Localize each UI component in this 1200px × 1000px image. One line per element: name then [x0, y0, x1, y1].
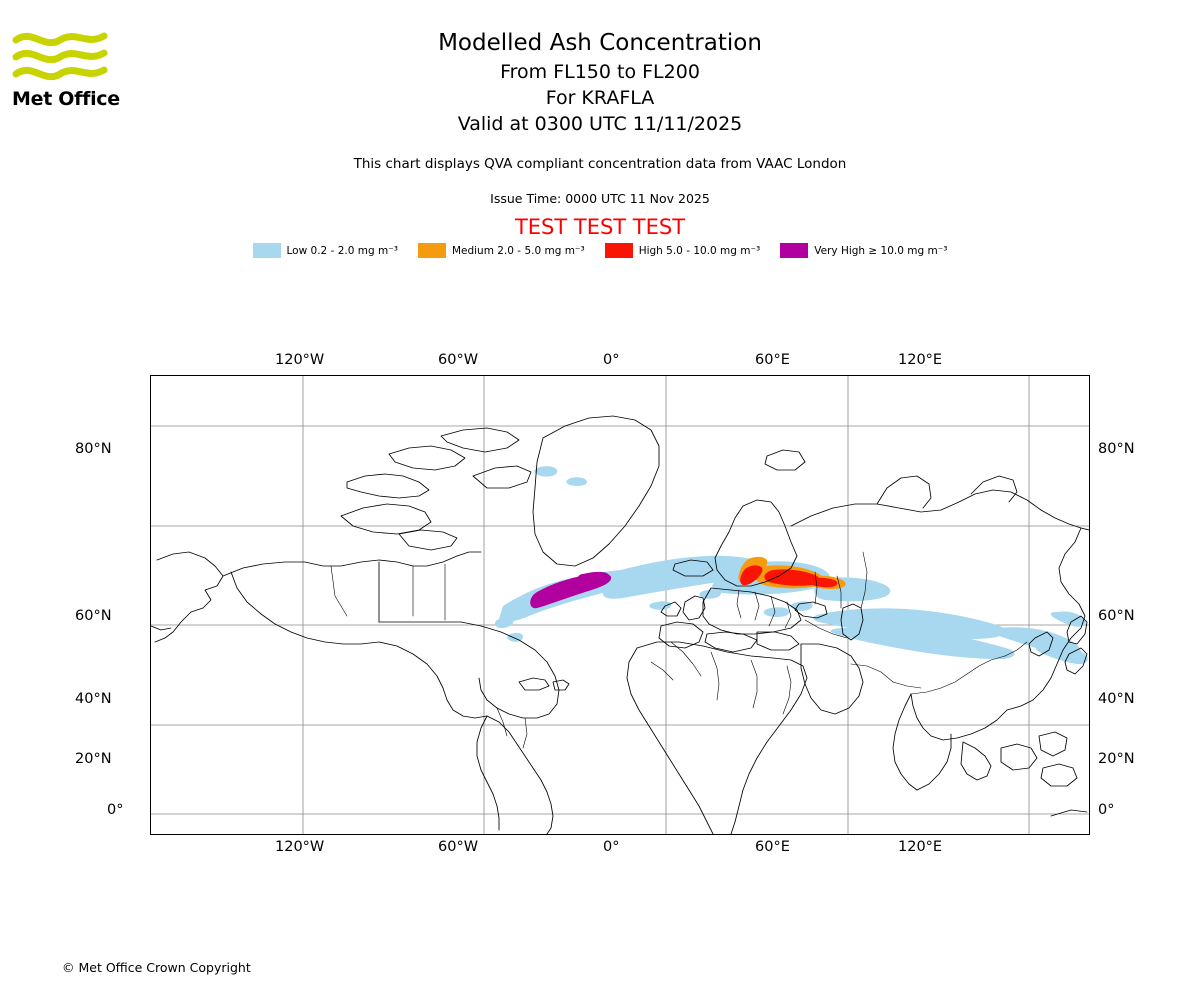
y-tick-right-80n: 80°N: [1098, 441, 1135, 457]
x-tick-bottom-60w: 60°W: [438, 839, 479, 855]
test-banner: TEST TEST TEST: [514, 215, 686, 239]
legend-label-low: Low 0.2 - 2.0 mg m⁻³: [286, 244, 398, 257]
legend-item-medium: [418, 243, 585, 258]
legend: [0, 243, 1200, 258]
title-line-1: Modelled Ash Concentration: [438, 30, 762, 56]
x-tick-top-120w: 120°W: [275, 352, 325, 368]
ash-concentration-map[interactable]: [150, 375, 1090, 835]
y-tick-left-40n: 40°N: [75, 691, 112, 707]
ash-plume-low: [495, 466, 1088, 664]
x-tick-bottom-120e: 120°E: [898, 839, 943, 855]
logo-text: Met Office: [12, 88, 120, 110]
x-tick-bottom-60e: 60°E: [755, 839, 790, 855]
y-tick-right-0: 0°: [1098, 802, 1115, 818]
copyright-notice: © Met Office Crown Copyright: [62, 960, 251, 975]
y-tick-right-40n: 40°N: [1098, 691, 1135, 707]
y-tick-left-0: 0°: [107, 802, 124, 818]
legend-swatch-high: [605, 243, 633, 258]
x-tick-bottom-0: 0°: [603, 839, 620, 855]
x-tick-top-60w: 60°W: [438, 352, 479, 368]
y-tick-right-20n: 20°N: [1098, 751, 1135, 767]
legend-label-medium: Medium 2.0 - 5.0 mg m⁻³: [451, 244, 585, 257]
page-title: [0, 28, 1200, 137]
title-line-2: From FL150 to FL200: [500, 61, 700, 83]
chart-subtitle: This chart displays QVA compliant concentration data from VAAC London: [353, 156, 847, 172]
title-line-3: For KRAFLA: [545, 87, 655, 109]
y-tick-left-60n: 60°N: [75, 608, 112, 624]
map-gridlines: [151, 376, 1089, 834]
legend-swatch-medium: [418, 243, 446, 258]
legend-swatch-low: [253, 243, 281, 258]
x-tick-bottom-120w: 120°W: [275, 839, 325, 855]
legend-label-very-high: Very High ≥ 10.0 mg m⁻³: [814, 244, 948, 257]
map-canvas: [151, 376, 1089, 834]
x-tick-top-60e: 60°E: [755, 352, 790, 368]
y-tick-left-20n: 20°N: [75, 751, 112, 767]
y-tick-left-80n: 80°N: [75, 441, 112, 457]
legend-item-low: [253, 243, 398, 258]
issue-time-label: Issue Time: 0000 UTC 11 Nov 2025: [490, 191, 710, 206]
legend-item-very-high: [780, 243, 947, 258]
legend-swatch-very-high: [780, 243, 808, 258]
legend-label-high: High 5.0 - 10.0 mg m⁻³: [638, 244, 761, 257]
x-tick-top-0: 0°: [603, 352, 620, 368]
legend-item-high: [605, 243, 761, 258]
title-line-4: Valid at 0300 UTC 11/11/2025: [457, 113, 743, 135]
map-frame: [150, 375, 1090, 835]
y-tick-right-60n: 60°N: [1098, 608, 1135, 624]
x-tick-top-120e: 120°E: [898, 352, 943, 368]
